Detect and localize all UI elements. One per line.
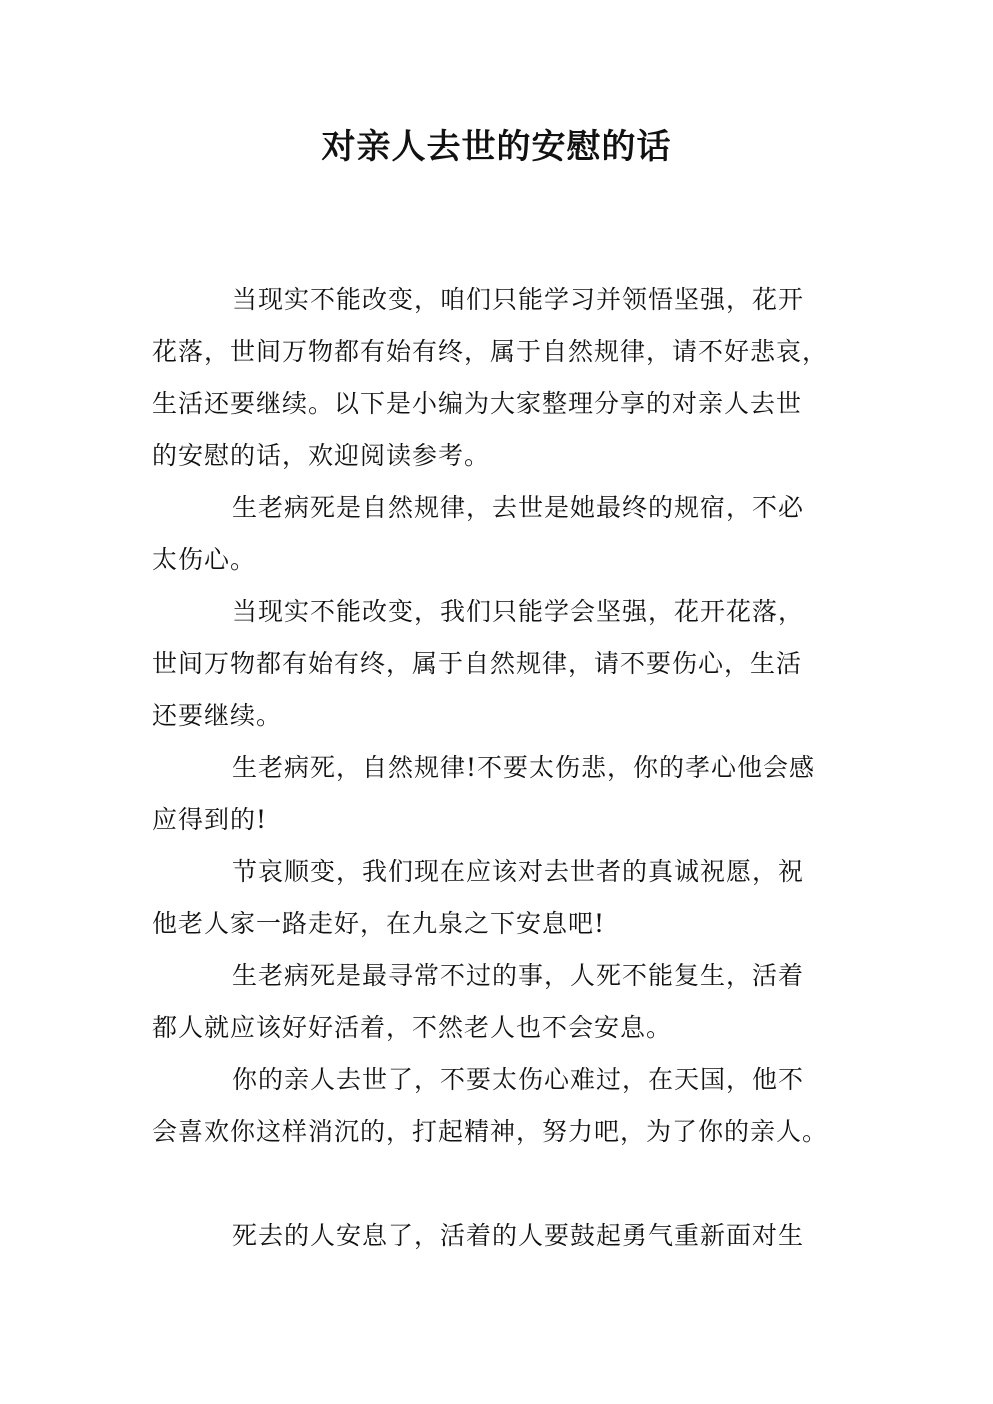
- paragraph: [152, 846, 842, 950]
- paragraph: [152, 586, 842, 742]
- text-line: 太伤心。: [152, 545, 257, 574]
- text-line: 的安慰的话，欢迎阅读参考。: [152, 441, 491, 470]
- text-line: 当现实不能改变，咱们只能学习并领悟坚强，花开: [232, 285, 805, 314]
- document-body: [152, 274, 842, 1262]
- text-line: 会喜欢你这样消沉的，打起精神，努力吧，为了你的亲人。: [152, 1117, 829, 1146]
- text-line: 死去的人安息了，活着的人要鼓起勇气重新面对生: [232, 1221, 805, 1250]
- paragraph: [152, 1210, 842, 1262]
- text-line: 还要继续。: [152, 701, 283, 730]
- paragraph: [152, 742, 842, 846]
- text-line: 节哀顺变，我们现在应该对去世者的真诚祝愿，祝: [232, 857, 805, 886]
- text-line: 世间万物都有始有终，属于自然规律，请不要伤心，生活: [152, 649, 803, 678]
- text-line: 应得到的!: [152, 805, 268, 834]
- text-line: 他老人家一路走好，在九泉之下安息吧!: [152, 909, 606, 938]
- paragraph: [152, 274, 842, 482]
- document-title: 对亲人去世的安慰的话: [321, 127, 672, 167]
- text-line: 当现实不能改变，我们只能学会坚强，花开花落，: [232, 597, 805, 626]
- blank-line: [152, 1158, 842, 1210]
- text-line: 生老病死是最寻常不过的事，人死不能复生，活着: [232, 961, 805, 990]
- text-line: 都人就应该好好活着，不然老人也不会安息。: [152, 1013, 673, 1042]
- paragraph: [152, 950, 842, 1054]
- text-line: 生活还要继续。以下是小编为大家整理分享的对亲人去世: [152, 389, 803, 418]
- text-line: 生老病死是自然规律，去世是她最终的规宿，不必: [232, 493, 805, 522]
- text-line: 生老病死，自然规律!不要太伤悲，你的孝心他会感: [232, 753, 816, 782]
- text-line: 你的亲人去世了，不要太伤心难过，在天国，他不: [232, 1065, 805, 1094]
- paragraph: [152, 482, 842, 586]
- paragraph: [152, 1054, 842, 1158]
- text-line: 花落，世间万物都有始有终，属于自然规律，请不好悲哀，: [152, 337, 829, 366]
